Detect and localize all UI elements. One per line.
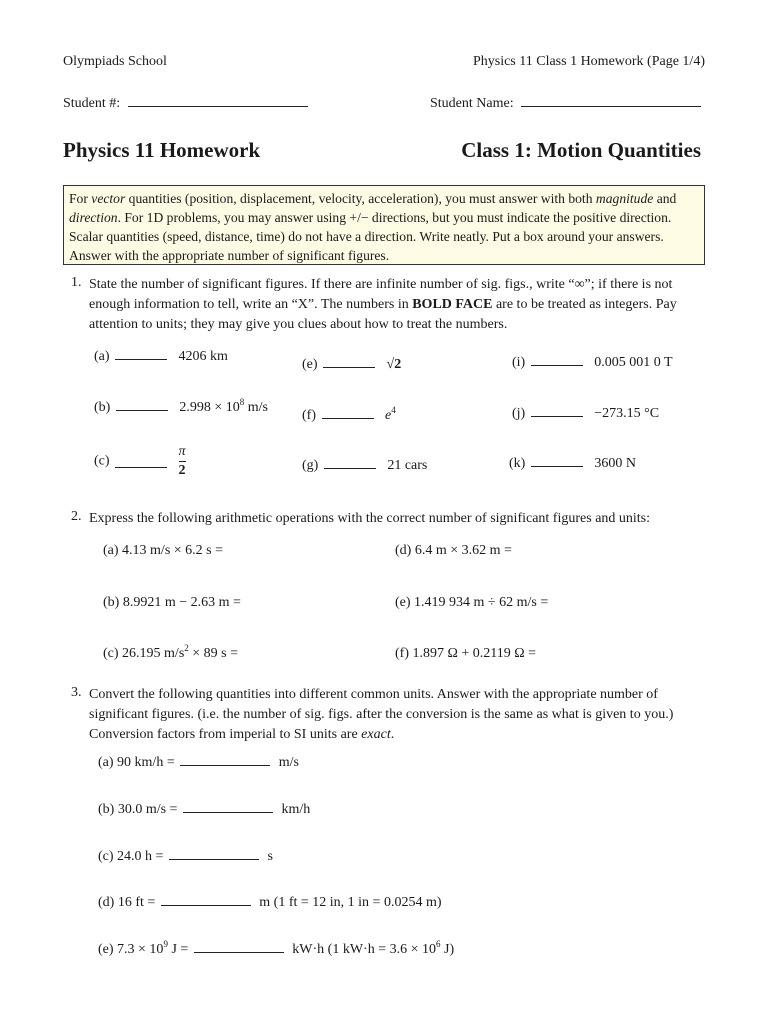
page-title: Physics 11 Homework: [63, 138, 261, 162]
q3-exact: exact: [361, 727, 391, 742]
q1-g-label: (g): [302, 458, 319, 473]
q1-item-c: [94, 445, 186, 478]
q3-item-a: [98, 753, 299, 771]
q1-i-answer[interactable]: [531, 353, 583, 366]
notice-vector: vector: [91, 191, 126, 206]
notice-magnitude: magnitude: [595, 191, 654, 206]
student-name-label: Student Name:: [430, 96, 514, 111]
q3-text-b: .: [390, 727, 395, 742]
q1-g-value: 21 cars: [387, 458, 428, 473]
q1-j-answer[interactable]: [531, 404, 583, 417]
q3-c-unit: s: [267, 849, 273, 864]
q3-d-answer[interactable]: [161, 893, 251, 906]
q2-item-c: [103, 643, 239, 662]
q1-b-value: 2.998 × 10: [179, 400, 240, 415]
school-name: Olympiads School: [63, 54, 167, 69]
q3-e-unit: kW·h (1 kW·h = 3.6 × 10: [292, 942, 436, 957]
q1-f-label: (f): [302, 408, 316, 423]
q1-bold-face: BOLD FACE: [412, 297, 493, 312]
q2-number: 2.: [71, 509, 82, 524]
q2-c-text: (c) 26.195 m/s: [103, 646, 185, 661]
q3-a-answer[interactable]: [180, 753, 270, 766]
instructions-box: [63, 185, 705, 265]
q1-a-value: 4206 km: [178, 349, 228, 364]
q1-item-k: [509, 454, 636, 472]
q2-item-f: (f) 1.897 Ω + 0.2119 Ω =: [395, 646, 537, 661]
q1-c-denominator: 2: [178, 463, 186, 478]
q3-text: [89, 685, 709, 745]
q1-c-label: (c): [94, 453, 110, 469]
q1-a-label: (a): [94, 349, 110, 364]
q1-number: 1.: [71, 275, 82, 290]
q2-text: Express the following arithmetic operations with the correct number of significant figures and units:: [89, 511, 651, 526]
q3-b-unit: km/h: [281, 802, 311, 817]
notice-text: and: [653, 191, 677, 206]
q1-item-i: [512, 353, 673, 371]
q3-e-unit-exponent: 6: [436, 939, 441, 949]
student-number-label: Student #:: [63, 96, 121, 111]
q3-item-e: [98, 940, 454, 958]
student-name-field[interactable]: [521, 94, 701, 107]
q1-e-label: (e): [302, 357, 318, 372]
q3-item-c: [98, 847, 273, 865]
q2-c-text-end: × 89 s =: [188, 646, 239, 661]
q1-f-value: e: [385, 408, 392, 423]
notice-direction: direction: [69, 210, 118, 225]
q3-number: 3.: [71, 685, 82, 700]
q1-i-label: (i): [512, 355, 526, 370]
q1-i-value: 0.005 001 0 T: [594, 355, 673, 370]
q3-item-d: [98, 893, 442, 911]
q3-b-question: (b) 30.0 m/s =: [98, 802, 178, 817]
notice-text: For: [69, 191, 92, 206]
q1-text-a: State the number of significant figures. If there are infinite number of sig. figs., write “∞”; if there is not enough information to tell, write an “X”. The numbers in: [89, 277, 673, 312]
q1-item-j: [512, 404, 659, 422]
q2-item-a: (a) 4.13 m/s × 6.2 s =: [103, 543, 224, 558]
class-title: Class 1: Motion Quantities: [461, 138, 701, 162]
q2-item-d: (d) 6.4 m × 3.62 m =: [395, 543, 512, 558]
q3-a-unit: m/s: [278, 755, 299, 770]
q1-k-label: (k): [509, 456, 526, 471]
q1-item-a: [94, 347, 228, 365]
q3-e-unit-end: J): [440, 942, 455, 957]
student-number-field[interactable]: [128, 94, 308, 107]
q1-f-answer[interactable]: [322, 406, 374, 419]
q1-item-f: [302, 406, 396, 424]
q1-text-b: are to be treated as integers. Pay attention to units; they may give you clues about how to treat the numbers.: [89, 297, 677, 332]
q3-item-b: [98, 800, 310, 818]
q3-a-question: (a) 90 km/h =: [98, 755, 175, 770]
q1-k-answer[interactable]: [531, 454, 583, 467]
q2-item-e: (e) 1.419 934 m ÷ 62 m/s =: [395, 595, 549, 610]
q3-d-question: (d) 16 ft =: [98, 895, 156, 910]
q3-c-answer[interactable]: [169, 847, 259, 860]
page-info: Physics 11 Class 1 Homework (Page 1/4): [472, 54, 705, 69]
q1-item-g: [302, 456, 427, 474]
notice-text: . For 1D problems, you may answer using +/− directions, but you must indicate the positive direction. Scalar quantities (speed, distance, time) do not have a direction. Write neatly. Put a box around your answers. Answer with the appropriate number of significant figures.: [69, 210, 672, 263]
q1-c-numerator: π: [178, 444, 186, 459]
q3-b-answer[interactable]: [183, 800, 273, 813]
q1-e-answer[interactable]: [323, 355, 375, 368]
q3-e-question: (e) 7.3 × 10: [98, 942, 164, 957]
q1-a-answer[interactable]: [115, 347, 167, 360]
q1-b-unit: m/s: [244, 400, 268, 415]
q2-item-b: (b) 8.9921 m − 2.63 m =: [103, 595, 241, 610]
q1-c-answer[interactable]: [115, 455, 167, 468]
q3-e-answer[interactable]: [194, 940, 284, 953]
q3-e-question-end: J =: [167, 942, 189, 957]
q1-b-label: (b): [94, 400, 111, 415]
q1-j-label: (j): [512, 406, 526, 421]
student-number-row: [63, 94, 308, 112]
q1-k-value: 3600 N: [594, 456, 636, 471]
q3-c-question: (c) 24.0 h =: [98, 849, 164, 864]
q1-g-answer[interactable]: [324, 456, 376, 469]
q1-text: [89, 275, 709, 335]
q3-d-unit: m (1 ft = 12 in, 1 in = 0.0254 m): [259, 895, 442, 910]
q1-item-b: [94, 398, 268, 416]
q1-c-fraction: [179, 445, 186, 478]
q1-b-answer[interactable]: [116, 398, 168, 411]
q1-j-value: −273.15 °C: [594, 406, 660, 421]
q1-b-exponent: 8: [239, 397, 245, 407]
q1-e-value: √2: [386, 357, 402, 372]
q1-item-e: [302, 355, 401, 373]
student-name-row: [430, 94, 701, 112]
q1-f-exponent: 4: [391, 405, 396, 415]
notice-text: quantities (position, displacement, velocity, acceleration), you must answer with both: [125, 191, 596, 206]
q3-text-a: Convert the following quantities into different common units. Answer with the appropriate number of significant figures. (i.e. the number of sig. figs. after the conversion is the same as what is given to you.) Conversion factors from imperial to SI units are: [89, 687, 674, 742]
q3-e-exponent: 9: [163, 939, 168, 949]
q2-c-exponent: 2: [184, 643, 189, 653]
